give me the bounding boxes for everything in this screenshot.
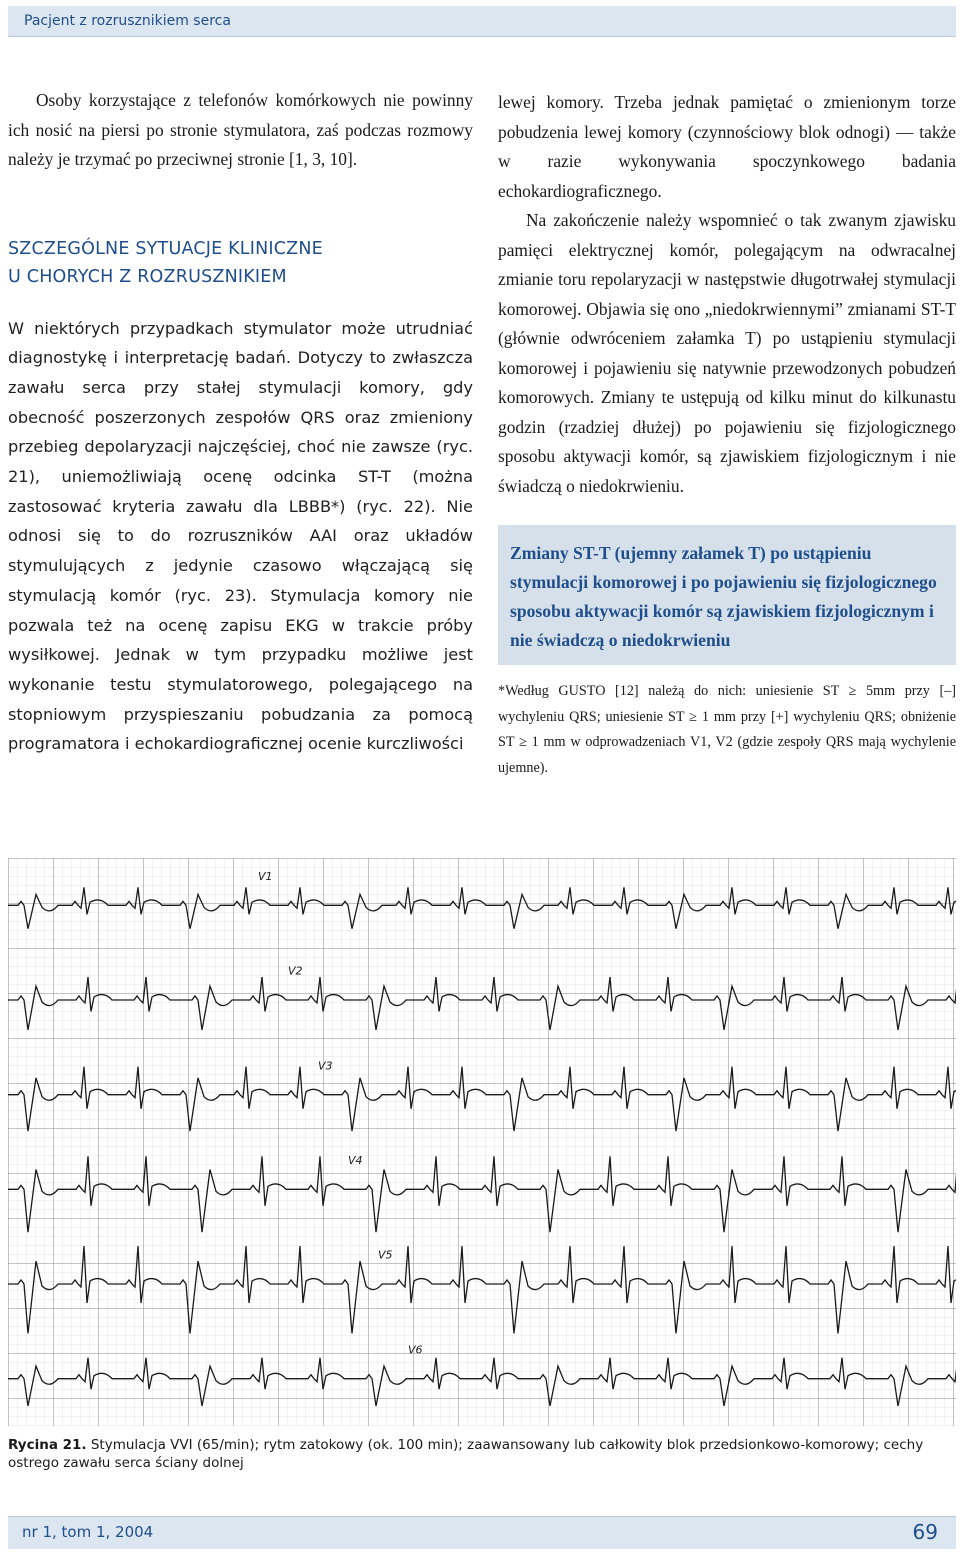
ecg-grid (8, 858, 956, 1426)
callout-text: Zmiany ST-T (ujemny załamek T) po ustąpieniu stymulacji komorowej i po pojawieniu się fizjologicznego sposobu aktywacji komór są zjawiskiem fizjologicznym i nie świadczą o niedokrwieniu (510, 543, 937, 650)
ecg-figure (8, 858, 956, 1426)
figure-caption (8, 1436, 956, 1472)
ecg-lead-label-v5: V5 (378, 1248, 393, 1262)
section-heading-line2: U CHORYCH Z ROZRUSZNIKIEM (8, 266, 287, 287)
ecg-lead-label-v6: V6 (408, 1343, 423, 1357)
ecg-lead-label-v4: V4 (348, 1154, 363, 1167)
paragraph-special-situations: W niektórych przypadkach stymulator może utrudniać diagnostykę i interpretację badań. Dotyczy to zwłaszcza zawału serca przy stałej stymulacji komory, gdy obecność poszerzonych zespołów QRS oraz zmieniony przebieg depolaryzacji najczęściej, choć nie zawsze (ryc. 21), uniemożliwiają ocenę odcinka ST-T (można zastosować kryteria zawału dla LBBB*) (ryc. 22). Nie odnosi się to do rozruszników AAI oraz układów stymulujących z jedynie czasowo włączającą się stymulacją komór (ryc. 23). Stymulacja komory nie pozwala też na ocenę zapisu EKG w trakcie próby wysiłkowej. Jednak w tym przypadku możliwe jest wykonanie testu stymulatorowego, polegającego na stopniowym przyspieszaniu pobudzania za pomocą programatora i echokardiograficznej ocenie kurczliwości (8, 318, 473, 754)
right-column (498, 88, 956, 781)
callout-box (498, 525, 956, 665)
caption-text: Stymulacja VVI (65/min); rytm zatokowy (ok. 100 min); zaawansowany lub całkowity blok przedsionkowo-komorowy; cechy ostrego zawału serca ściany dolnej (8, 1437, 924, 1471)
footer-issue: nr 1, tom 1, 2004 (22, 1523, 154, 1541)
section-heading-line1: SZCZEGÓLNE SYTUACJE KLINICZNE (8, 238, 323, 259)
footnote-gusto: *Według GUSTO [12] należą do nich: uniesienie ST ≥ 5mm przy [–] wychyleniu QRS; uniesienie ST ≥ 1 mm przy [+] wychyleniu QRS; obniżenie ST ≥ 1 mm w odprowadzeniach V1, V2 (gdzie zespoły QRS mają wychylenie ujemne). (498, 683, 956, 776)
ecg-lead-label-v1: V1 (258, 870, 273, 883)
page-number: 69 (912, 1520, 938, 1544)
page-footer (8, 1516, 956, 1549)
section-heading (8, 235, 473, 291)
page-header (8, 6, 956, 37)
ecg-lead-label-v2: V2 (288, 964, 303, 978)
paragraph-phones: Osoby korzystające z telefonów komórkowych nie powinny ich nosić na piersi po stronie stymulatora, zaś podczas rozmowy należy je trzymać po przeciwnej stronie [1, 3, 10]. (8, 90, 473, 169)
left-column (8, 86, 473, 759)
ecg-lead-label-v3: V3 (318, 1059, 333, 1073)
paragraph-electrical-memory: Na zakończenie należy wspomnieć o tak zwanym zjawisku pamięci elektrycznej komór, polegającym na odwracalnej zmianie toru repolaryzacji w następstwie długotrwałej stymulacji komorowej. Objawia się ono „niedokrwiennymi” zmianami ST-T (głównie odwróceniem załamka T) po ustąpieniu stymulacji komorowej i pojawieniu się natywnie przewodzonych pobudzeń komorowych. Zmiany te ustępują od kilku minut do kilkunastu godzin (rzadziej dłużej) po pojawieniu się fizjologicznego sposobu aktywacji komór, są zjawiskiem fizjologicznym i nie świadczą o niedokrwieniu. (498, 210, 956, 496)
running-title: Pacjent z rozrusznikiem serca (24, 13, 231, 29)
paragraph-lv-continuation: lewej komory. Trzeba jednak pamiętać o zmienionym torze pobudzenia lewej komory (czynnościowy blok odnogi) — także w razie wykonywania spoczynkowego badania echokardiograficznego. (498, 92, 956, 201)
caption-label: Rycina 21. (8, 1437, 87, 1453)
